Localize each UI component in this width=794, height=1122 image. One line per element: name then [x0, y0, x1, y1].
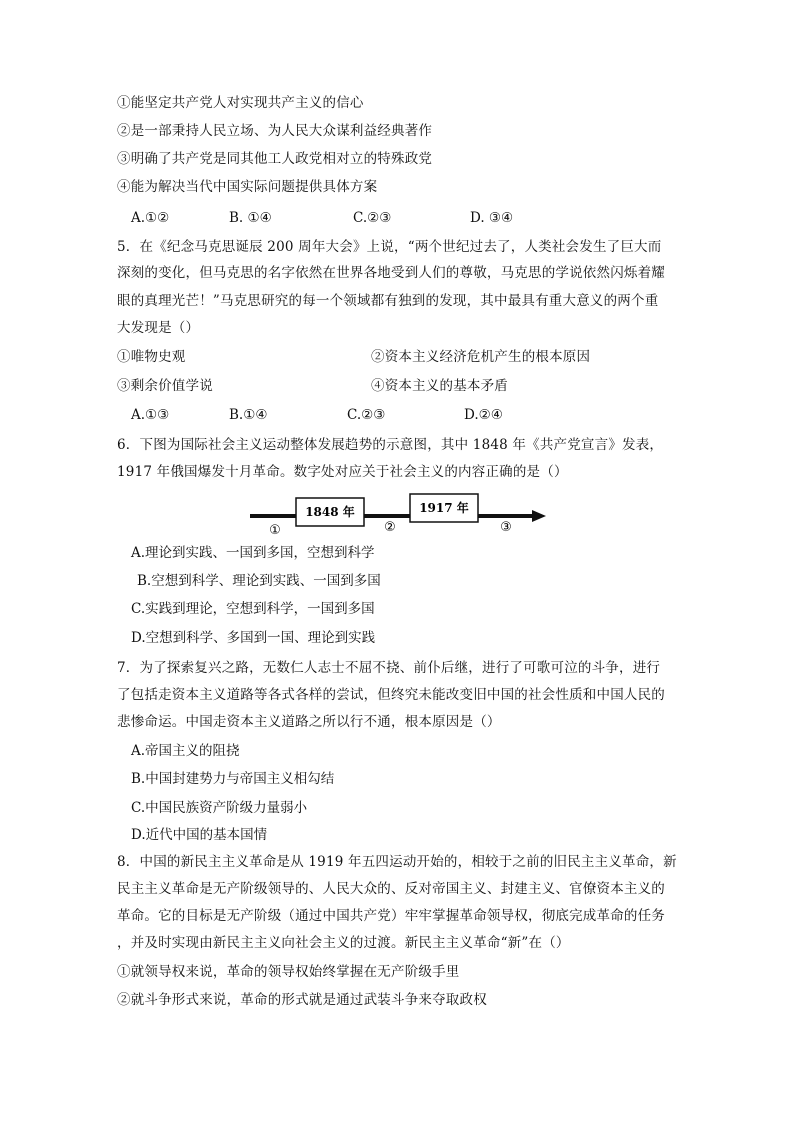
q8-option-1: ①就领导权来说，革命的领导权始终掌握在无产阶级手里: [117, 964, 460, 980]
q6-stem-line-1: 6．下图为国际社会主义运动整体发展趋势的示意图，其中 1848 年《共产党宣言》发表，: [117, 437, 664, 453]
q5-option-1: ①唯物史观: [117, 349, 186, 365]
q4-choice-a: A.①②: [131, 210, 170, 226]
timeline-marker-3: ③: [500, 520, 512, 535]
timeline-diagram: [250, 490, 550, 536]
q7-stem-line-1: 7．为了探索复兴之路，无数仁人志士不屈不挠、前仆后继，进行了可歌可泣的斗争，进行: [117, 660, 661, 676]
q5-stem-line-4: 大发现是（）: [117, 320, 200, 336]
q5-stem-line-2: 深刻的变化，但马克思的名字依然在世界各地受到人们的尊敬，马克思的学说依然闪烁着耀: [117, 265, 665, 281]
q5-stem-line-1: 5．在《纪念马克思诞辰 200 周年大会》上说，“两个世纪过去了，人类社会发生了巨大而: [117, 239, 662, 255]
q6-choice-d: D.空想到科学、多国到一国、理论到实践: [131, 630, 376, 646]
q4-choice-b: B. ①④: [229, 210, 272, 226]
q8-option-2: ②就斗争形式来说，革命的形式就是通过武装斗争来夺取政权: [117, 992, 487, 1008]
q4-choice-c: C.②③: [353, 210, 392, 226]
timeline-label-1917: 1917 年: [419, 501, 469, 515]
q4-option-4: ④能为解决当代中国实际问题提供具体方案: [117, 179, 378, 195]
q5-option-3: ③剩余价值学说: [117, 378, 213, 394]
q5-stem-line-3: 眼的真理光芒！”马克思研究的每一个领域都有独到的发现，其中最具有重大意义的两个重: [117, 293, 659, 309]
q6-choice-c: C.实践到理论，空想到科学，一国到多国: [131, 601, 375, 617]
timeline-arrowhead: [532, 510, 546, 522]
q5-choice-d: D.②④: [464, 407, 503, 423]
q7-choice-b: B.中国封建势力与帝国主义相勾结: [131, 771, 335, 787]
timeline-label-1848: 1848 年: [305, 505, 355, 519]
q8-stem-line-4: ，并及时实现由新民主主义向社会主义的过渡。新民主主义革命“新”在（）: [117, 935, 570, 951]
q8-stem-line-2: 民主主义革命是无产阶级领导的、人民大众的、反对帝国主义、封建主义、官僚资本主义的: [117, 881, 665, 897]
q4-option-2: ②是一部秉持人民立场、为人民大众谋利益经典著作: [117, 123, 433, 139]
q7-choice-d: D.近代中国的基本国情: [131, 827, 268, 843]
q8-stem-line-3: 革命。它的目标是无产阶级（通过中国共产党）牢牢掌握革命领导权，彻底完成革命的任务: [117, 908, 665, 924]
q6-choice-a: A.理论到实践、一国到多国，空想到科学: [131, 545, 375, 561]
q5-option-4: ④资本主义的基本矛盾: [371, 378, 508, 394]
q7-stem-line-2: 了包括走资本主义道路等各式各样的尝试，但终究未能改变旧中国的社会性质和中国人民的: [117, 687, 665, 703]
q4-option-1: ①能坚定共产党人对实现共产主义的信心: [117, 95, 364, 111]
q7-choice-c: C.中国民族资产阶级力量弱小: [131, 800, 308, 816]
timeline-marker-2: ②: [384, 520, 396, 535]
q4-choice-d: D. ③④: [470, 210, 514, 226]
q7-stem-line-3: 悲惨命运。中国走资本主义道路之所以行不通，根本原因是（）: [117, 714, 501, 730]
q5-option-2: ②资本主义经济危机产生的根本原因: [371, 349, 591, 365]
q6-stem-line-2: 1917 年俄国爆发十月革命。数字处对应关于社会主义的内容正确的是（）: [117, 464, 568, 480]
q6-choice-b: B.空想到科学、理论到实践、一国到多国: [137, 573, 381, 589]
timeline-marker-1: ①: [269, 523, 281, 536]
q4-option-3: ③明确了共产党是同其他工人政党相对立的特殊政党: [117, 151, 433, 167]
q7-choice-a: A.帝国主义的阻挠: [131, 743, 240, 759]
q8-stem-line-1: 8．中国的新民主主义革命是从 1919 年五四运动开始的，相较于之前的旧民主主义革命，新: [117, 854, 677, 870]
q5-choice-b: B.①④: [229, 407, 268, 423]
q5-choice-a: A.①③: [131, 407, 170, 423]
q5-choice-c: C.②③: [347, 407, 386, 423]
